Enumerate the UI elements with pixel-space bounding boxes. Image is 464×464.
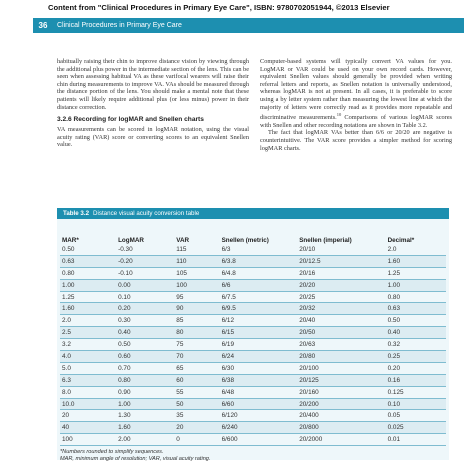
table-cell: 0.63: [60, 255, 116, 267]
left-column: [57, 58, 249, 149]
table-cell: 0.20: [386, 362, 446, 374]
table-cell: 6/240: [220, 422, 298, 434]
body-paragraph: habitually raising their chin to improve distance vision by viewing through the additional plus power in the intermediate section of the lens. This can be seen when assessing habitual VA as these varifocal wearers will raise their chin during measurements to improve VA. VAs should be measured through the distance portion of the lens. You should make a mental note that these patients will likely require additional plus (or less minus) power in their distance correction.: [57, 58, 249, 111]
table-cell: 20/125: [297, 374, 385, 386]
page-header: [33, 18, 464, 33]
table-cell: 2.00: [116, 434, 174, 446]
table-cell: 100: [174, 279, 219, 291]
table-cell: 1.60: [116, 422, 174, 434]
table-cell: 0.90: [116, 386, 174, 398]
table-cell: 0.125: [386, 386, 446, 398]
page-number: 36: [38, 21, 48, 30]
table-cell: 6/38: [220, 374, 298, 386]
table-cell: 20/400: [297, 410, 385, 422]
chapter-title: Clinical Procedures in Primary Eye Care: [57, 22, 182, 29]
table-cell: 80: [174, 327, 219, 339]
table-cell: 0.80: [60, 267, 116, 279]
table-cell: 95: [174, 291, 219, 303]
table-cell: 90: [174, 303, 219, 315]
table-cell: 6/600: [220, 434, 298, 446]
conversion-table: [60, 221, 446, 446]
table-cell: 20/800: [297, 422, 385, 434]
table-cell: 0.25: [386, 351, 446, 363]
table-row: [60, 386, 446, 398]
table-cell: 6/4.8: [220, 267, 298, 279]
table-cell: 0.70: [116, 362, 174, 374]
table-cell: 20/200: [297, 398, 385, 410]
table-title-bar: [57, 208, 449, 219]
table-row: [60, 398, 446, 410]
table-row: [60, 255, 446, 267]
table-title: Distance visual acuity conversion table: [93, 210, 200, 217]
reference-superscript: 10: [336, 112, 342, 118]
table-cell: 6/15: [220, 327, 298, 339]
table-cell: 0.16: [386, 374, 446, 386]
table-cell: 60: [174, 374, 219, 386]
body-paragraph: [260, 58, 452, 129]
table-row: [60, 422, 446, 434]
table-cell: -0.20: [116, 255, 174, 267]
table-cell: 20/40: [297, 315, 385, 327]
table-note: *Numbers rounded to simplify sequences.: [60, 449, 164, 456]
table-cell: 6/3.8: [220, 255, 298, 267]
table-row: [60, 410, 446, 422]
table-cell: 0.40: [386, 327, 446, 339]
column-header: LogMAR: [118, 237, 144, 244]
table-cell: 1.00: [116, 398, 174, 410]
table-cell: 0.50: [60, 244, 116, 255]
table-cell: 0.50: [386, 315, 446, 327]
table-cell: 85: [174, 315, 219, 327]
table-cell: 0.50: [116, 339, 174, 351]
table-cell: 20: [174, 422, 219, 434]
table-cell: -0.10: [116, 267, 174, 279]
table-cell: 6/9.5: [220, 303, 298, 315]
table-cell: 20/25: [297, 291, 385, 303]
table-cell: 0.32: [386, 339, 446, 351]
table-row: [60, 339, 446, 351]
table-cell: 20: [60, 410, 116, 422]
table-cell: 1.25: [60, 291, 116, 303]
table-cell: 6/30: [220, 362, 298, 374]
table-row: [60, 327, 446, 339]
table-cell: 20/80: [297, 351, 385, 363]
table-cell: 0.80: [386, 291, 446, 303]
table-cell: 1.25: [386, 267, 446, 279]
table-row: [60, 351, 446, 363]
table-row: [60, 362, 446, 374]
table-cell: 3.2: [60, 339, 116, 351]
right-column: [260, 58, 452, 152]
table-cell: 0.05: [386, 410, 446, 422]
table-cell: 5.0: [60, 362, 116, 374]
section-heading: 3.2.6 Recording for logMAR and Snellen charts: [57, 116, 204, 124]
table-row: [60, 303, 446, 315]
table-cell: 20/160: [297, 386, 385, 398]
column-header: Decimal*: [387, 237, 415, 244]
column-header: VAR: [176, 237, 190, 244]
table-cell: 2.0: [60, 315, 116, 327]
table-cell: 65: [174, 362, 219, 374]
table-cell: 0.60: [116, 351, 174, 363]
table-row: [60, 374, 446, 386]
table-cell: 50: [174, 398, 219, 410]
table-cell: 0.10: [386, 398, 446, 410]
table-cell: 20/12.5: [297, 255, 385, 267]
table-cell: 0: [174, 434, 219, 446]
table-cell: 0.40: [116, 327, 174, 339]
table-note: MAR, minimum angle of resolution; VAR, visual acuity rating.: [60, 456, 211, 463]
table-cell: 6/7.5: [220, 291, 298, 303]
table-row: [60, 244, 446, 255]
table-cell: 6/48: [220, 386, 298, 398]
table-row: [60, 291, 446, 303]
table-cell: 6/19: [220, 339, 298, 351]
table-cell: 110: [174, 255, 219, 267]
table-header-row: [60, 221, 446, 244]
table-cell: 100: [60, 434, 116, 446]
table-row: [60, 434, 446, 446]
table-cell: 70: [174, 351, 219, 363]
table-cell: 0.00: [116, 279, 174, 291]
table-cell: 6/6: [220, 279, 298, 291]
table-cell: 55: [174, 386, 219, 398]
table-cell: 75: [174, 339, 219, 351]
table-cell: 6/60: [220, 398, 298, 410]
table-cell: 1.60: [386, 255, 446, 267]
table-cell: 20/2000: [297, 434, 385, 446]
table-cell: 40: [60, 422, 116, 434]
table-cell: 20/32: [297, 303, 385, 315]
table-cell: -0.30: [116, 244, 174, 255]
table-cell: 1.30: [116, 410, 174, 422]
table-cell: 6/12: [220, 315, 298, 327]
table-cell: 6/24: [220, 351, 298, 363]
table-cell: 1.00: [60, 279, 116, 291]
table-cell: 20/16: [297, 267, 385, 279]
table-cell: 0.01: [386, 434, 446, 446]
table-row: [60, 267, 446, 279]
table-cell: 20/100: [297, 362, 385, 374]
table-cell: 0.20: [116, 303, 174, 315]
table-cell: 1.00: [386, 279, 446, 291]
table-cell: 115: [174, 244, 219, 255]
table-cell: 4.0: [60, 351, 116, 363]
table-notes: [60, 449, 449, 463]
table-cell: 1.60: [60, 303, 116, 315]
table-label: Table 3.2: [63, 210, 90, 217]
copyright-banner: Content from "Clinical Procedures in Primary Eye Care", ISBN: 9780702051944, ©2013 Elsevier: [48, 3, 390, 12]
table-cell: 6/120: [220, 410, 298, 422]
table-cell: 105: [174, 267, 219, 279]
table-cell: 8.0: [60, 386, 116, 398]
table-cell: 2.0: [386, 244, 446, 255]
column-header: Snellen (metric): [221, 237, 269, 244]
table-cell: 0.30: [116, 315, 174, 327]
table-cell: 10.0: [60, 398, 116, 410]
table-cell: 6/3: [220, 244, 298, 255]
column-header: MAR*: [62, 237, 79, 244]
body-text: Comparisons of various logMAR scores with Snellen and other recording notations are shown in Table 3.2.: [260, 114, 452, 129]
table-cell: 0.10: [116, 291, 174, 303]
table-cell: 20/63: [297, 339, 385, 351]
body-paragraph: The fact that logMAR VAs better than 6/6 or 20/20 are negative is counterintuitive. The VAR score provides a simpler method for scoring logMAR charts.: [260, 129, 452, 152]
table-cell: 0.025: [386, 422, 446, 434]
table-cell: 35: [174, 410, 219, 422]
table-row: [60, 279, 446, 291]
body-text: Computer-based systems will typically convert VA values for you. LogMAR or VAR could be used on your own record cards. However, equivalent Snellen values should generally be provided when writing referral letters and reports, as Snellen notation is universally understood, whereas logMAR is not at present. In all cases, it is preferable to score using a by letter system rather than measuring the lowest line at which the majority of letters were correctly read as it provides more repeatable and discriminative measurements.: [260, 58, 452, 122]
table-cell: 20/10: [297, 244, 385, 255]
table-cell: 2.5: [60, 327, 116, 339]
table-cell: 0.63: [386, 303, 446, 315]
table-cell: 20/20: [297, 279, 385, 291]
conversion-table-box: [57, 208, 449, 463]
table-cell: 20/50: [297, 327, 385, 339]
table-cell: 6.3: [60, 374, 116, 386]
table-row: [60, 315, 446, 327]
column-header: Snellen (imperial): [299, 237, 352, 244]
body-paragraph: VA measurements can be scored in logMAR notation, using the visual acuity rating (VAR) score or converting scores to an equivalent Snellen value.: [57, 126, 249, 149]
table-cell: 0.80: [116, 374, 174, 386]
